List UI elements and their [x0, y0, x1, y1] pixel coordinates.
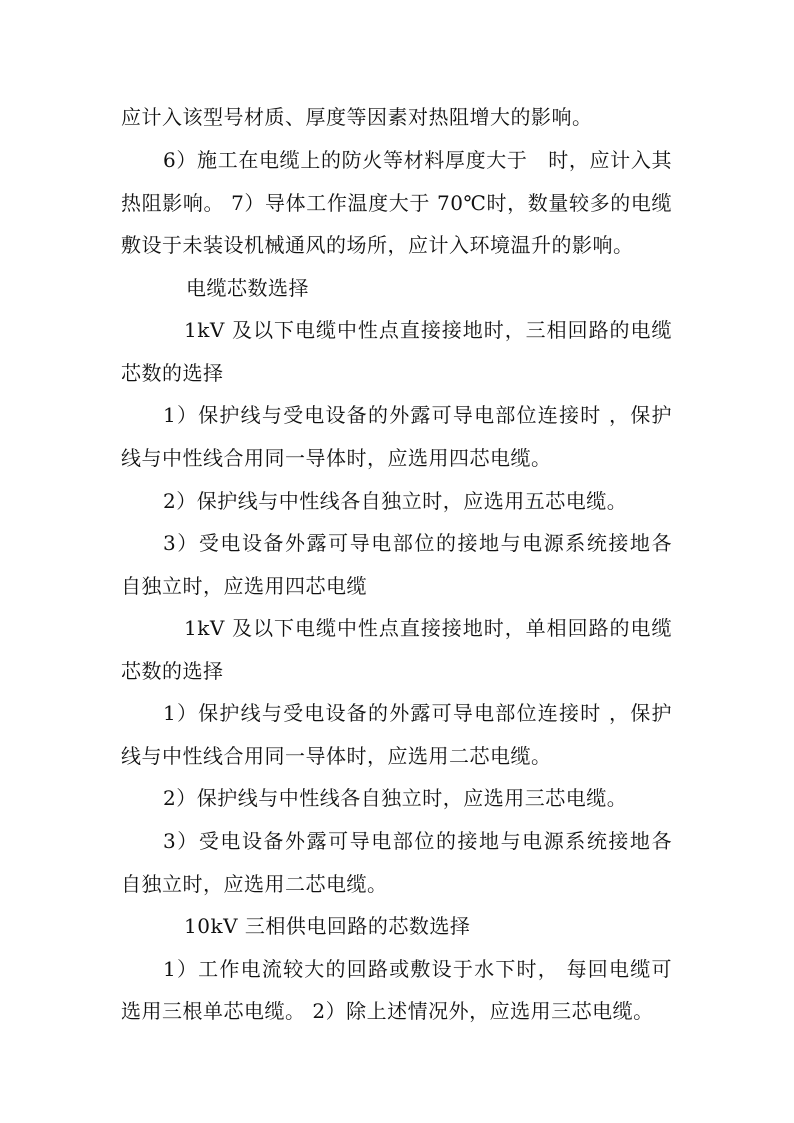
- section-heading-10kv: 10kV 三相供电回路的芯数选择: [184, 914, 471, 938]
- text-line-3: 热阻影响。 7）导体工作温度大于 70℃时，数量较多的电缆: [121, 191, 672, 215]
- text-line-22: 选用三根单芯电缆。 2）除上述情况外，应选用三芯电缆。: [121, 999, 654, 1023]
- text-line-10: 2）保护线与中性线各自独立时，应选用五芯电缆。: [163, 489, 628, 513]
- text-line-17: 2）保护线与中性线各自独立时，应选用三芯电缆。: [163, 786, 628, 810]
- section-heading-core-count: 电缆芯数选择: [186, 276, 309, 300]
- text-line-7: 芯数的选择: [121, 361, 224, 385]
- text-line-11: 3）受电设备外露可导电部位的接地与电源系统接地各: [163, 531, 672, 555]
- text-line-12: 自独立时，应选用四芯电缆: [121, 574, 367, 598]
- text-line-6: 1kV 及以下电缆中性点直接接地时，三相回路的电缆: [184, 318, 672, 342]
- text-line-13: 1kV 及以下电缆中性点直接接地时，单相回路的电缆: [184, 616, 672, 640]
- text-line-8: 1）保护线与受电设备的外露可导电部位连接时 ，保护: [163, 403, 672, 427]
- text-line-18: 3）受电设备外露可导电部位的接地与电源系统接地各: [163, 829, 672, 853]
- text-line-4: 敷设于未装设机械通风的场所，应计入环境温升的影响。: [121, 233, 634, 257]
- text-line-9: 线与中性线合用同一导体时，应选用四芯电缆。: [121, 446, 552, 470]
- text-line-15: 1）保护线与受电设备的外露可导电部位连接时 ，保护: [163, 701, 672, 725]
- text-line-21: 1）工作电流较大的回路或敷设于水下时， 每回电缆可: [163, 957, 672, 981]
- text-line-19: 自独立时，应选用二芯电缆。: [121, 872, 388, 896]
- text-line-16: 线与中性线合用同一导体时，应选用二芯电缆。: [121, 744, 552, 768]
- text-line-14: 芯数的选择: [121, 659, 224, 683]
- text-line-2: 6）施工在电缆上的防火等材料厚度大于 时，应计入其: [163, 148, 672, 172]
- text-line-1: 应计入该型号材质、厚度等因素对热阻增大的影响。: [121, 105, 593, 129]
